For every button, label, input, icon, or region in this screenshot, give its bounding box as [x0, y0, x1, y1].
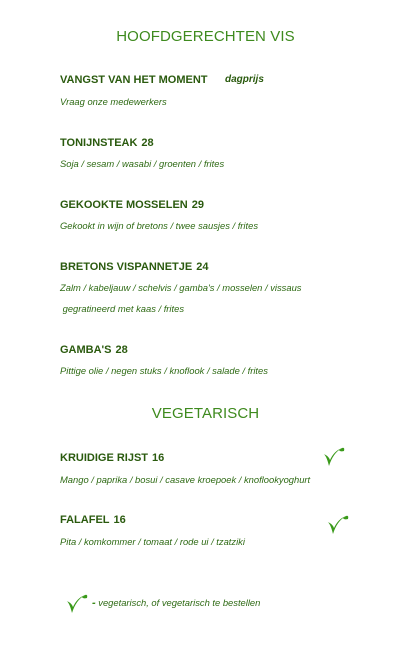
dish-price: 28	[115, 344, 128, 356]
dish-description: Pittige olie / negen stuks / knoflook / salade / frites	[60, 365, 268, 376]
dish-title: KRUIDIGE RIJST	[60, 452, 149, 464]
dish-price: 29	[191, 199, 204, 211]
dish-description: Vraag onze medewerkers	[60, 96, 167, 107]
fish-section-title: HOOFDGERECHTEN VIS	[116, 28, 295, 45]
dish-description: Pita / komkommer / tomaat / rode ui / tzatziki	[60, 536, 245, 547]
legend	[92, 597, 260, 609]
dish-title: VANGST VAN HET MOMENT	[60, 74, 208, 86]
dish-description: Soja / sesam / wasabi / groenten / frites	[60, 158, 225, 169]
legend-text: vegetarisch, of vegetarisch te bestellen	[98, 597, 261, 608]
dish-name	[60, 344, 128, 356]
dish-name	[60, 261, 208, 273]
dish-name	[60, 199, 204, 211]
vegetarian-leaf-icon	[324, 513, 350, 537]
dish-price: 28	[141, 137, 154, 149]
dish-price: 24	[196, 261, 209, 273]
dish-title: BRETONS VISPANNETJE	[60, 261, 193, 273]
dish-description: gegratineerd met kaas / frites	[60, 303, 185, 314]
dish-title: TONIJNSTEAK	[60, 137, 138, 149]
dish-price: 16	[152, 452, 165, 464]
dish-title: FALAFEL	[60, 514, 110, 526]
legend-dash: -	[92, 597, 96, 609]
dish-name	[60, 74, 207, 86]
veg-section-title: VEGETARISCH	[151, 405, 260, 422]
dish-description: Gekookt in wijn of bretons / twee sausjes / frites	[60, 220, 259, 231]
dish-description: Mango / paprika / bosui / casave kroepoek / knoflookyoghurt	[60, 474, 311, 485]
dish-name	[60, 514, 126, 526]
daily-price-tag: dagprijs	[225, 74, 264, 85]
dish-title: GEKOOKTE MOSSELEN	[60, 199, 188, 211]
dish-name	[60, 137, 154, 149]
vegetarian-leaf-icon	[320, 445, 346, 469]
dish-name	[60, 452, 164, 464]
vegetarian-leaf-icon	[63, 592, 89, 616]
dish-description: Zalm / kabeljauw / schelvis / gamba's / mosselen / vissaus	[60, 282, 302, 293]
dish-title: GAMBA'S	[60, 344, 112, 356]
dish-price: 16	[113, 514, 126, 526]
